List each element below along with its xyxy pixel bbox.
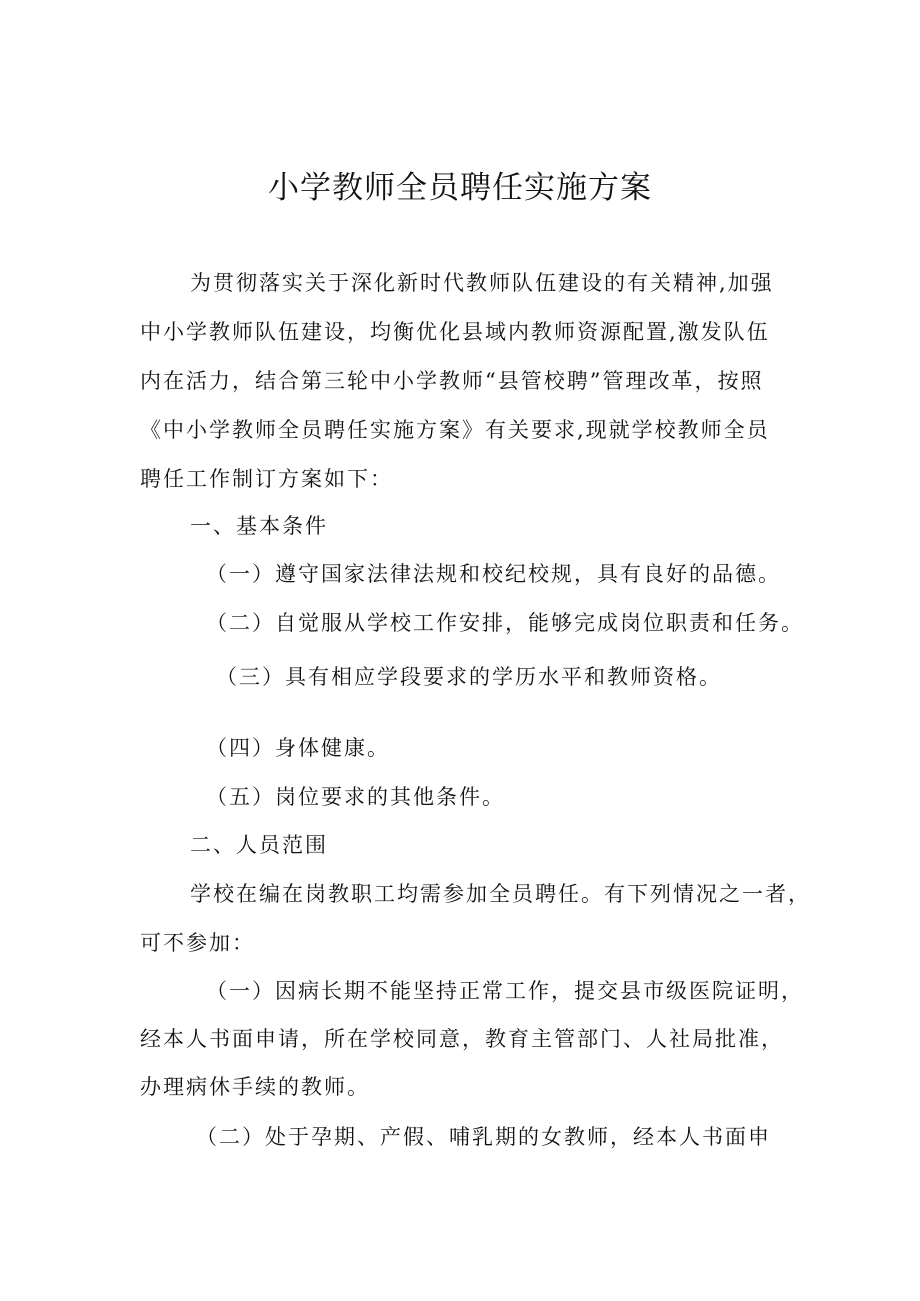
- section-1-item-3: （三）具有相应学段要求的学历水平和教师资格。: [216, 665, 722, 689]
- section-2-item-1-line-1: （一）因病长期不能坚持正常工作，提交县市级医院证明，: [206, 979, 804, 1003]
- document-title: 小学教师全员聘任实施方案: [268, 170, 652, 206]
- intro-line-4: 《中小学教师全员聘任实施方案》有关要求,现就学校教师全员: [140, 418, 770, 442]
- intro-line-5: 聘任工作制订方案如下：: [140, 467, 393, 491]
- section-1-item-4: （四）身体健康。: [206, 736, 390, 760]
- section-1-heading: 一、基本条件: [190, 514, 328, 538]
- intro-line-1: 为贯彻落实关于深化新时代教师队伍建设的有关精神,加强: [190, 271, 774, 295]
- section-2-para-line-1: 学校在编在岗教职工均需参加全员聘任。有下列情况之一者，: [190, 882, 811, 906]
- section-1-item-5: （五）岗位要求的其他条件。: [206, 785, 505, 809]
- section-2-para-line-2: 可不参加：: [140, 931, 255, 955]
- section-2-item-2-line-1: （二）处于孕期、产假、哺乳期的女教师，经本人书面申: [196, 1125, 771, 1149]
- intro-line-2: 中小学教师队伍建设，均衡优化县域内教师资源配置,激发队伍: [140, 320, 770, 344]
- section-1-item-2: （二）自觉服从学校工作安排，能够完成岗位职责和任务。: [206, 611, 804, 635]
- section-1-item-1: （一）遵守国家法律法规和校纪校规，具有良好的品德。: [206, 562, 781, 586]
- section-2-item-1-line-2: 经本人书面申请，所在学校同意，教育主管部门、人社局批准，: [140, 1027, 784, 1051]
- section-2-item-1-line-3: 办理病休手续的教师。: [140, 1075, 370, 1099]
- section-2-heading: 二、人员范围: [190, 833, 328, 857]
- intro-line-3: 内在活力，结合第三轮中小学教师“县管校聘”管理改革，按照: [140, 369, 764, 393]
